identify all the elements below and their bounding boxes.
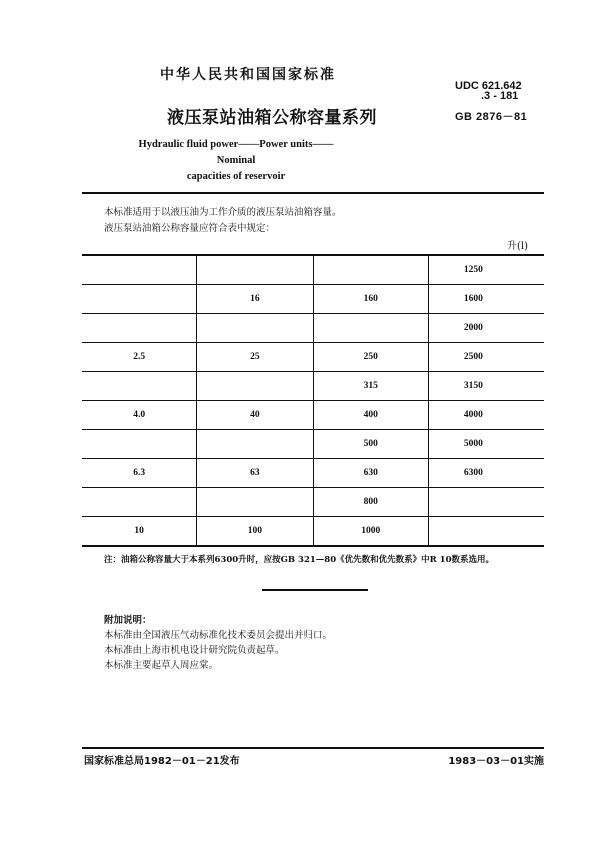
table-row <box>82 459 544 488</box>
additional-heading: 附加说明： <box>104 615 152 626</box>
table-cell <box>82 488 197 517</box>
table-row <box>82 255 544 285</box>
table-cell <box>82 314 197 343</box>
bottom-divider <box>82 747 544 749</box>
capacity-table <box>82 254 544 547</box>
additional-line: 本标准由上海市机电设计研究院负责起草。 <box>104 645 285 656</box>
additional-line: 本标准主要起草人周应棠。 <box>104 660 219 671</box>
table-cell <box>197 372 313 401</box>
table-cell <box>82 255 197 285</box>
additional-notes <box>104 613 332 673</box>
intro-line-2: 液压泵站油箱公称容量应符合表中规定： <box>104 223 276 234</box>
effective-date: 1983－03－01实施 <box>448 756 544 767</box>
table-cell: 630 <box>313 459 428 488</box>
table-note: 注：油箱公称容量大于本系列6300升时，应按GB 321—80《优先数和优先数系》中R 10数系选用。 <box>104 555 494 565</box>
table-cell <box>428 517 544 547</box>
additional-line: 本标准由全国液压气动标准化技术委员会提出并归口。 <box>104 630 333 641</box>
table-cell: 10 <box>82 517 197 547</box>
table-cell: 63 <box>197 459 313 488</box>
table-cell <box>82 430 197 459</box>
table-cell: 800 <box>313 488 428 517</box>
table-cell <box>82 372 197 401</box>
table-row <box>82 372 544 401</box>
table-cell <box>313 255 428 285</box>
document-title-cn: 液压泵站油箱公称容量系列 <box>167 108 377 128</box>
table-cell <box>313 314 428 343</box>
table-row <box>82 343 544 372</box>
table-row <box>82 314 544 343</box>
table-cell: 6.3 <box>82 459 197 488</box>
table-cell: 6300 <box>428 459 544 488</box>
table-row <box>82 517 544 547</box>
table-cell <box>428 488 544 517</box>
document-title-en <box>120 137 352 185</box>
table-cell: 16 <box>197 285 313 314</box>
table-cell <box>197 430 313 459</box>
table-row <box>82 401 544 430</box>
table-cell <box>197 488 313 517</box>
table-cell <box>197 314 313 343</box>
table-cell: 1600 <box>428 285 544 314</box>
table-cell <box>82 285 197 314</box>
title-en-line-2: capacities of reservoir <box>186 171 286 182</box>
table-cell: 40 <box>197 401 313 430</box>
table-cell: 2000 <box>428 314 544 343</box>
udc-code <box>455 81 522 101</box>
standard-type-heading: 中华人民共和国国家标准 <box>160 67 336 83</box>
table-cell: 3150 <box>428 372 544 401</box>
table-cell: 100 <box>197 517 313 547</box>
table-cell: 500 <box>313 430 428 459</box>
table-row <box>82 285 544 314</box>
table-cell <box>197 255 313 285</box>
table-cell: 400 <box>313 401 428 430</box>
table-cell: 2500 <box>428 343 544 372</box>
table-cell: 5000 <box>428 430 544 459</box>
top-divider <box>82 192 544 194</box>
table-row <box>82 488 544 517</box>
issue-date: 国家标准总局1982－01－21发布 <box>84 756 240 767</box>
table-row <box>82 430 544 459</box>
gb-number: GB 2876－81 <box>455 111 528 123</box>
table-cell: 4.0 <box>82 401 197 430</box>
table-cell: 2.5 <box>82 343 197 372</box>
section-divider <box>262 589 368 591</box>
table-cell: 160 <box>313 285 428 314</box>
table-cell: 25 <box>197 343 313 372</box>
table-cell: 315 <box>313 372 428 401</box>
udc-line-1: UDC 621.642 <box>455 80 522 92</box>
table-cell: 250 <box>313 343 428 372</box>
intro-line-1: 本标准适用于以液压油为工作介质的液压泵站油箱容量。 <box>104 207 342 218</box>
intro-text <box>104 205 342 237</box>
title-en-line-1: Hydraulic fluid power——Power units——Nominal <box>138 139 334 166</box>
table-cell: 1250 <box>428 255 544 285</box>
udc-line-2: .3 - 181 <box>481 90 519 102</box>
table-unit: 升(l) <box>507 241 529 252</box>
table-cell: 4000 <box>428 401 544 430</box>
table-cell: 1000 <box>313 517 428 547</box>
